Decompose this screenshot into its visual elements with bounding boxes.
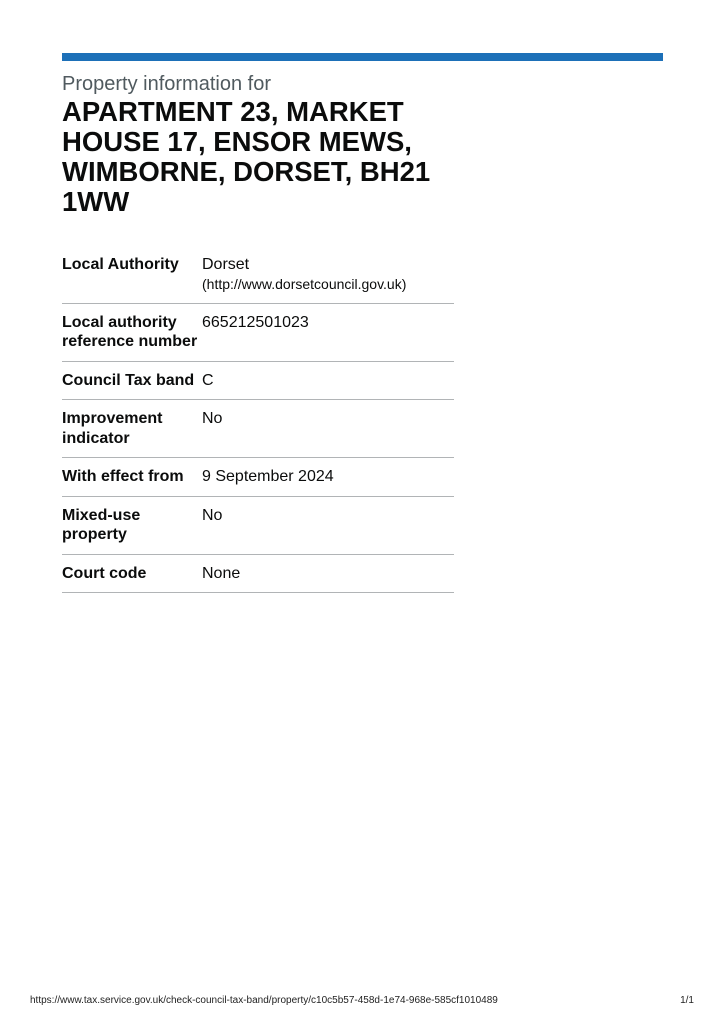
- print-page-count: 1/1: [680, 995, 694, 1006]
- summary-key: Council Tax band: [62, 371, 195, 389]
- summary-row-reference-number: [62, 304, 454, 362]
- summary-key: Local authority reference number: [62, 313, 198, 350]
- summary-value: 9 September 2024: [202, 468, 334, 485]
- summary-key: Local Authority: [62, 256, 179, 273]
- summary-value: 665212501023: [202, 313, 309, 331]
- summary-value: [202, 255, 454, 294]
- summary-key: Improvement indicator: [62, 410, 163, 447]
- summary-key: Mixed-use property: [62, 506, 141, 543]
- summary-row-court-code: [62, 555, 454, 594]
- summary-row-improvement-indicator: [62, 400, 454, 458]
- summary-value: C: [202, 371, 214, 389]
- summary-key: With effect from: [62, 468, 184, 485]
- summary-row-effective-date: [62, 458, 454, 497]
- summary-row-mixed-use: [62, 497, 454, 555]
- page-caption: Property information for: [62, 73, 271, 95]
- local-authority-name: Dorset: [202, 256, 250, 273]
- local-authority-link[interactable]: (http://www.dorsetcouncil.gov.uk): [202, 275, 407, 292]
- summary-row-local-authority: [62, 246, 454, 304]
- page-title: APARTMENT 23, MARKET HOUSE 17, ENSOR MEWS, WIMBORNE, DORSET, BH21 1WW: [62, 96, 431, 217]
- summary-row-council-tax-band: [62, 362, 454, 401]
- summary-key: Court code: [62, 564, 147, 582]
- print-url: https://www.tax.service.gov.uk/check-council-tax-band/property/c10c5b57-458d-1e74-968e-585cf1010489: [30, 995, 498, 1006]
- summary-value: None: [202, 564, 241, 582]
- summary-value: No: [202, 410, 223, 427]
- header-accent-bar: [62, 53, 663, 61]
- property-summary-list: [62, 246, 454, 593]
- summary-value: No: [202, 506, 223, 524]
